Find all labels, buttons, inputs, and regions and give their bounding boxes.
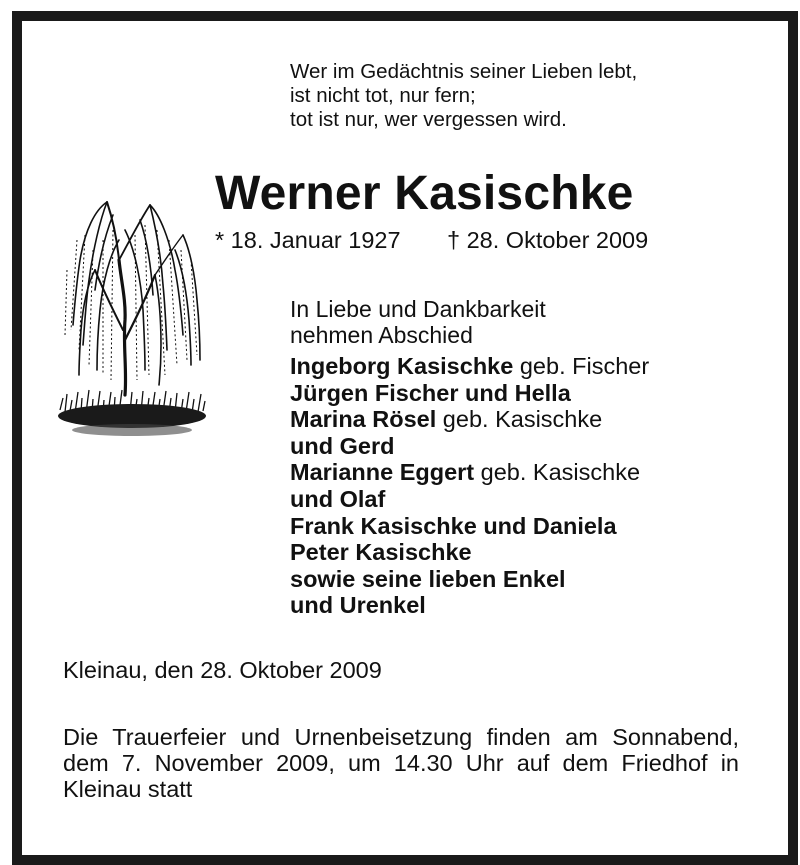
quote-line-2: ist nicht tot, nur fern; xyxy=(290,84,476,107)
intro-line-1: In Liebe und Dankbarkeit xyxy=(290,296,546,322)
memorial-quote xyxy=(290,60,637,132)
mourner-row xyxy=(290,433,649,460)
mourner-row xyxy=(290,592,649,619)
intro-line-2: nehmen Abschied xyxy=(290,322,473,348)
mourner-row xyxy=(290,513,649,540)
mourner-row xyxy=(290,406,649,433)
mourner-name: Peter Kasischke xyxy=(290,539,472,566)
mourner-name: Marianne Eggert xyxy=(290,459,475,486)
mourner-name: und Gerd xyxy=(290,432,395,459)
mourner-row xyxy=(290,539,649,566)
place-and-date: Kleinau, den 28. Oktober 2009 xyxy=(63,657,382,683)
mourner-note: geb. Kasischke xyxy=(474,459,641,486)
death-date: † 28. Oktober 2009 xyxy=(447,227,649,253)
mourner-row xyxy=(290,486,649,513)
mourner-row xyxy=(290,459,649,486)
deceased-name: Werner Kasischke xyxy=(215,167,634,220)
mourner-name: und Olaf xyxy=(290,485,386,512)
farewell-intro xyxy=(290,296,546,348)
quote-line-1: Wer im Gedächtnis seiner Lieben lebt, xyxy=(290,60,638,83)
mourner-name: und Urenkel xyxy=(290,592,426,619)
weeping-willow-icon xyxy=(55,180,210,455)
quote-line-3: tot ist nur, wer vergessen wird. xyxy=(290,108,567,131)
mourner-row xyxy=(290,566,649,593)
mourner-name: Jürgen Fischer und Hella xyxy=(290,379,571,406)
birth-date: * 18. Januar 1927 xyxy=(215,227,401,253)
mourner-name: Frank Kasischke und Daniela xyxy=(290,512,617,539)
mourners-list xyxy=(290,353,649,619)
mourner-name: Ingeborg Kasischke xyxy=(290,353,514,379)
funeral-notice: Die Trauerfeier und Urnenbeisetzung finden am Sonnabend, dem 7. November 2009, um 14.30 Uhr auf dem Friedhof in Kleinau statt xyxy=(63,724,739,802)
mourner-name: sowie seine lieben Enkel xyxy=(290,565,566,592)
mourner-note: geb. Kasischke xyxy=(436,406,603,433)
mourner-name: Marina Rösel xyxy=(290,406,437,433)
mourner-row xyxy=(290,353,649,380)
mourner-note: geb. Fischer xyxy=(513,353,650,379)
mourner-row xyxy=(290,380,649,407)
